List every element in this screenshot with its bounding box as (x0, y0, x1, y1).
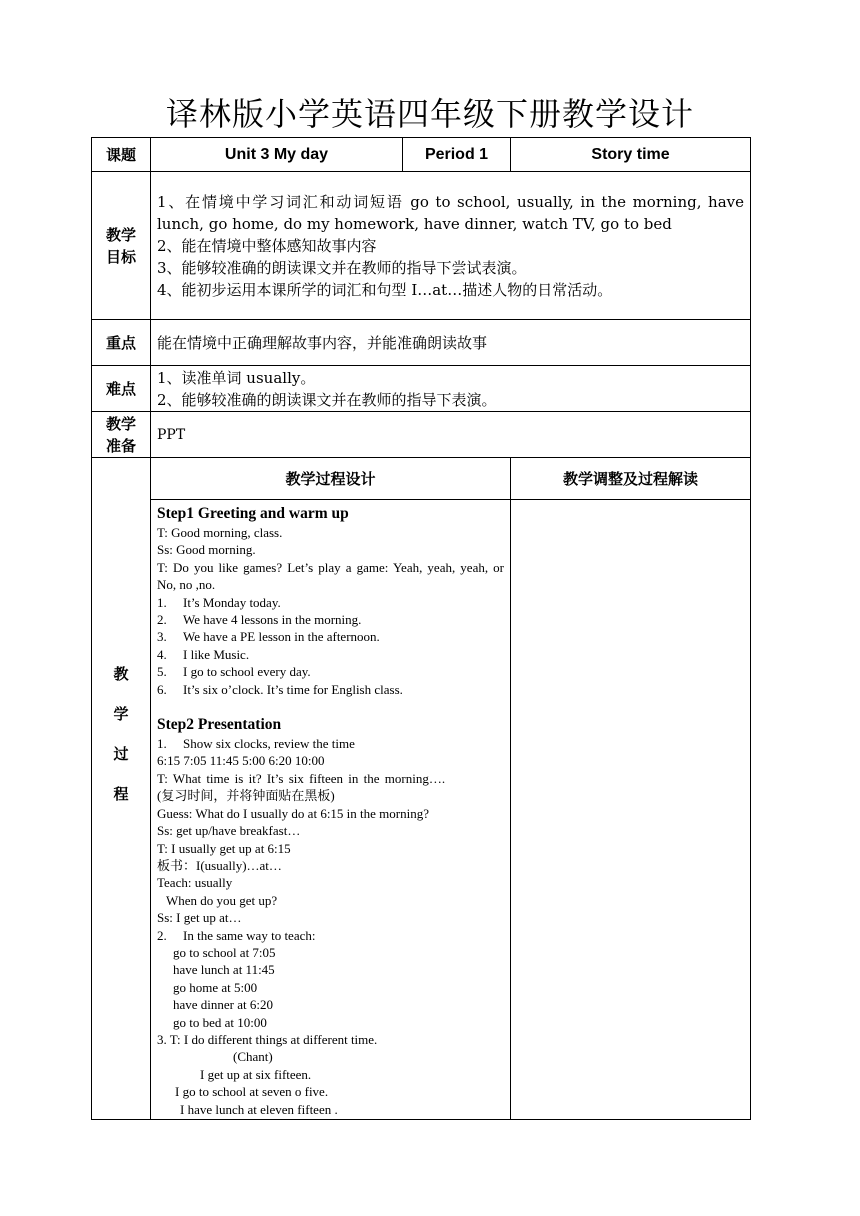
goals-label (92, 172, 151, 320)
process-label-char: 学 (113, 705, 129, 723)
dialogue-line: T: Do you like games? Let’s play a game: Yeah, yeah, yeah, or No, no ,no. (157, 559, 505, 593)
phrase-line: go to bed at 10:00 (173, 1014, 267, 1030)
difficulty-item: 1、读准单词 usually。 (157, 368, 316, 387)
prep-text: PPT (151, 412, 751, 458)
list-item: 3. We have a PE lesson in the afternoon. (157, 629, 380, 645)
process-body-row (92, 500, 751, 1120)
list-item: 1. Show six clocks, review the time (157, 736, 355, 752)
list-item: 5. I go to school every day. (157, 664, 311, 680)
key-point-text: 能在情境中正确理解故事内容，并能准确朗读故事 (151, 320, 751, 366)
process-label (92, 458, 151, 1120)
unit-title: Unit 3 My day (151, 138, 403, 172)
process-adjust-header: 教学调整及过程解读 (511, 458, 751, 500)
process-label-char: 程 (113, 785, 129, 803)
process-header-row (92, 458, 751, 500)
goals-content (151, 172, 751, 320)
key-point-row (92, 320, 751, 366)
dialogue-line: Ss: I get up at… (157, 910, 242, 926)
dialogue-line: 3. T: I do different things at different time. (157, 1031, 378, 1047)
dialogue-line: Guess: What do I usually do at 6:15 in the morning? (157, 805, 429, 821)
difficulty-item: 2、能够较准确的朗读课文并在教师的指导下表演。 (157, 390, 497, 409)
difficulty-row (92, 366, 751, 412)
list-item: 2. In the same way to teach: (157, 927, 316, 943)
step2-heading: Step2 Presentation (157, 716, 282, 734)
prep-label-line-2: 准备 (105, 436, 136, 455)
goals-label-line-1: 教学 (105, 225, 136, 244)
period-label: Period 1 (403, 138, 511, 172)
phrase-line: have lunch at 11:45 (173, 962, 275, 978)
list-item: 4. I like Music. (157, 646, 250, 662)
phrase-line: have dinner at 6:20 (173, 997, 273, 1013)
process-design-header: 教学过程设计 (151, 458, 511, 500)
process-adjust-cell (511, 500, 751, 1120)
goal-item: 3、能够较准确的朗读课文并在教师的指导下尝试表演。 (157, 258, 527, 277)
dialogue-line: Ss: get up/have breakfast… (157, 823, 301, 839)
prep-row (92, 412, 751, 458)
dialogue-line: Ss: Good morning. (157, 542, 256, 558)
key-point-label: 重点 (92, 320, 151, 366)
prep-label (92, 412, 151, 458)
goals-row (92, 172, 751, 320)
prep-label-line-1: 教学 (105, 414, 136, 433)
list-item: 1. It’s Monday today. (157, 594, 281, 610)
difficulty-label: 难点 (92, 366, 151, 412)
goal-item: 4、能初步运用本课所学的词汇和句型 I…at…描述人物的日常活动。 (157, 280, 613, 299)
document-title: 译林版小学英语四年级下册教学设计 (165, 95, 694, 133)
goals-label-line-2: 目标 (105, 247, 136, 266)
chant-title: (Chant) (233, 1049, 273, 1065)
dialogue-line: T: I usually get up at 6:15 (157, 840, 291, 856)
list-item: 2. We have 4 lessons in the morning. (157, 612, 362, 628)
times-line: 6:15 7:05 11:45 5:00 6:20 10:00 (157, 753, 325, 769)
dialogue-line: When do you get up? (166, 892, 278, 908)
lesson-plan-table (91, 137, 751, 1120)
goal-item: 1、在情境中学习词汇和动词短语 go to school, usually, in the morning, have lunch, go home, do my homework, have dinner, watch TV, go to bed (157, 192, 745, 233)
process-label-char: 教 (113, 665, 129, 683)
process-steps (151, 500, 511, 1120)
difficulty-content (151, 366, 751, 412)
list-item: 6. It’s six o’clock. It’s time for English class. (157, 681, 403, 697)
phrase-line: go home at 5:00 (173, 979, 258, 995)
phrase-line: go to school at 7:05 (173, 944, 276, 960)
process-label-char: 过 (113, 745, 129, 763)
chant-line: I go to school at seven o five. (175, 1084, 329, 1100)
chant-line: I have lunch at eleven fifteen . (180, 1101, 338, 1117)
dialogue-line: T: Good morning, class. (157, 525, 283, 540)
dialogue-line: Teach: usually (157, 875, 233, 891)
lesson-name: Story time (511, 138, 751, 172)
board-line: 板书：I(usually)…at… (157, 857, 282, 873)
note-line: (复习时间，并将钟面贴在黑板) (157, 788, 335, 804)
step1-heading: Step1 Greeting and warm up (157, 505, 349, 522)
topic-label: 课题 (92, 138, 151, 172)
goal-item: 2、能在情境中整体感知故事内容 (157, 236, 377, 255)
dialogue-line: T: What time is it? It’s six fifteen in the morning…. (157, 770, 446, 786)
chant-line: I get up at six fifteen. (200, 1066, 312, 1082)
header-row (92, 138, 751, 172)
